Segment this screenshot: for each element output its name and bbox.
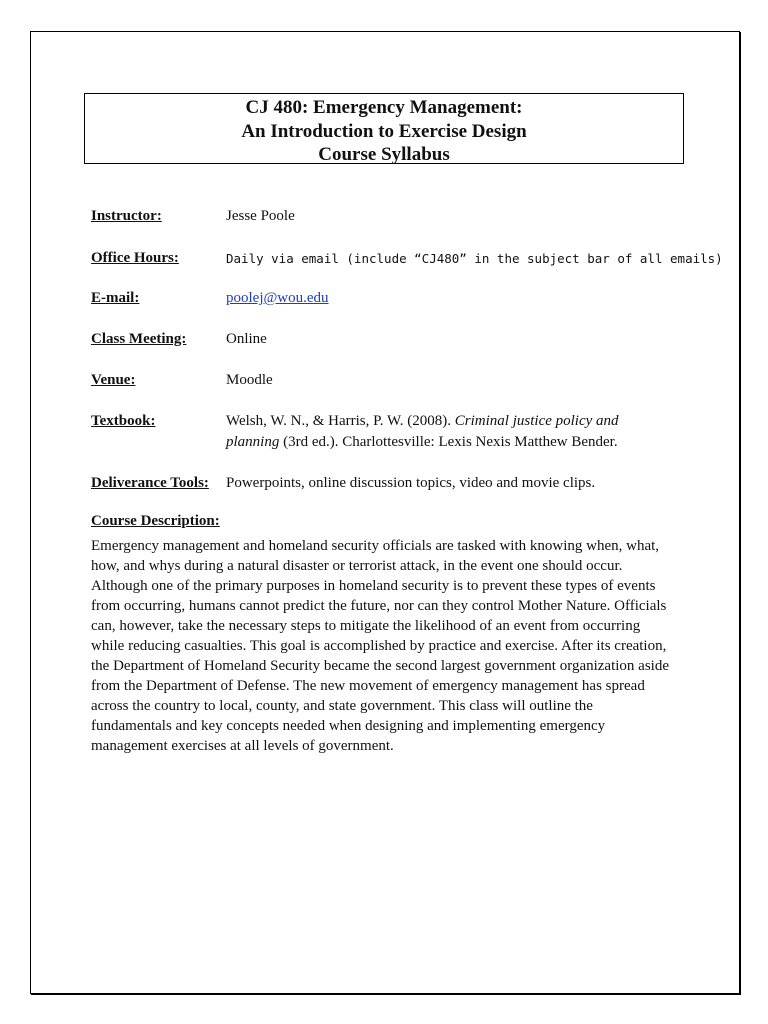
office-hours-value: Daily via email (include “CJ480” in the subject bar of all emails): [226, 251, 723, 266]
syllabus-title-box: [84, 93, 684, 164]
description-line: can, however, take the necessary steps to mitigate the likelihood of an event from occurring: [91, 618, 641, 634]
email-label: E-mail:: [91, 290, 140, 306]
email-link[interactable]: poolej@wou.edu: [226, 290, 329, 306]
description-line: the Department of Homeland Security became the second largest government organization aside: [91, 658, 669, 674]
textbook-label: Textbook:: [91, 413, 156, 429]
textbook-value: [226, 411, 696, 453]
office-hours-label: Office Hours:: [91, 250, 179, 266]
course-description-body: [91, 536, 681, 756]
textbook-title-part1: Criminal justice policy and: [454, 413, 619, 429]
course-subtitle: An Introduction to Exercise Design: [241, 120, 527, 142]
instructor-value: Jesse Poole: [226, 208, 295, 224]
description-line: fundamentals and key concepts needed when designing and implementing emergency: [91, 718, 606, 734]
description-line: from occurring, humans cannot predict the future, nor can they control Mother Nature. Officials: [91, 598, 667, 614]
textbook-publisher: (3rd ed.). Charlottesville: Lexis Nexis Matthew Bender.: [279, 434, 618, 450]
description-line: how, and whys during a natural disaster or terrorist attack, in the event one should occur.: [91, 558, 623, 574]
description-line: Although one of the primary purposes in homeland security is to prevent these types of events: [91, 578, 656, 594]
textbook-authors: Welsh, W. N., & Harris, P. W. (2008).: [226, 413, 455, 429]
description-line: while reducing casualties. This goal is accomplished by practice and exercise. After its creation,: [91, 638, 667, 654]
description-line: Emergency management and homeland security officials are tasked with knowing when, what,: [91, 538, 660, 554]
deliverance-tools-label: Deliverance Tools:: [91, 475, 209, 491]
email-value-wrap: [226, 288, 696, 309]
description-line: from the Department of Defense. The new movement of emergency management has spread: [91, 678, 645, 694]
textbook-title-part2: planning: [226, 434, 280, 450]
class-meeting-label: Class Meeting:: [91, 331, 187, 347]
course-description-heading: Course Description:: [91, 513, 220, 529]
description-line: management exercises at all levels of government.: [91, 738, 394, 754]
instructor-label: Instructor:: [91, 208, 162, 224]
venue-label: Venue:: [91, 372, 136, 388]
deliverance-tools-value: Powerpoints, online discussion topics, video and movie clips.: [226, 475, 596, 491]
venue-value: Moodle: [226, 372, 273, 388]
course-title: CJ 480: Emergency Management:: [245, 97, 523, 118]
document-type: Course Syllabus: [318, 144, 450, 165]
description-line: across the country to local, county, and state government. This class will outline the: [91, 698, 593, 714]
class-meeting-value: Online: [226, 331, 267, 347]
